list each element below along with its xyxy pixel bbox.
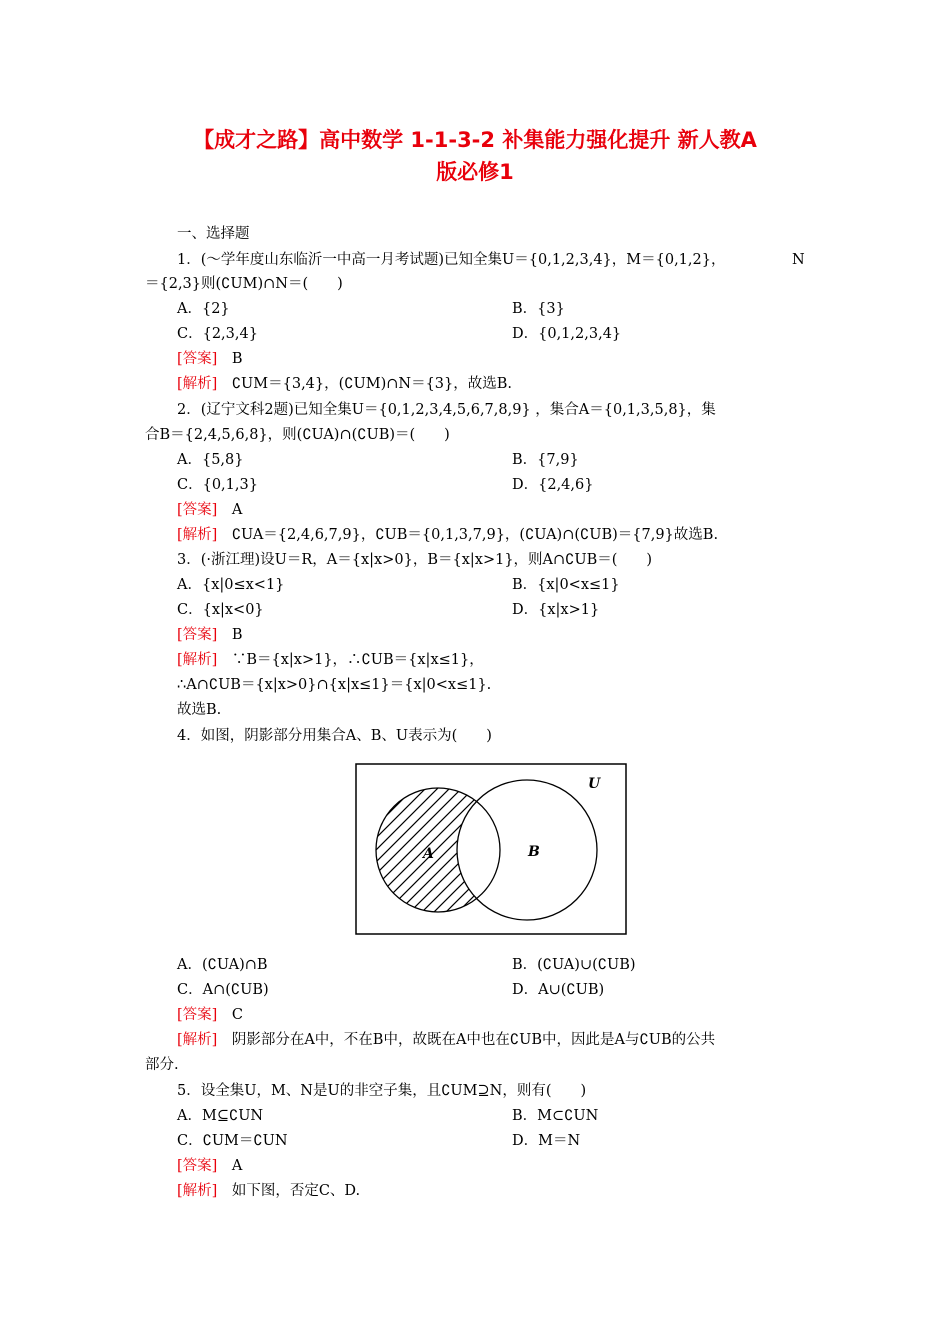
q2-option-d: D．{2,4,6} xyxy=(512,477,594,493)
q4-option-a: A．(∁UA)∩B xyxy=(177,957,268,973)
answer-tag: [答案] xyxy=(177,1158,218,1174)
label-a: A xyxy=(423,846,434,862)
q3-option-c: C．{x|x<0} xyxy=(177,602,264,618)
q1-answer xyxy=(177,349,242,369)
document-title-line1: 【成才之路】高中数学 1-1-3-2 补集能力强化提升 新人教A xyxy=(193,128,757,152)
q1-option-b: B．{3} xyxy=(512,301,565,317)
q1-stem-cont: ＝{2,3}则(∁UM)∩N＝( ) xyxy=(145,276,343,292)
q3-option-b: B．{x|0<x≤1} xyxy=(512,577,620,593)
q2-stem-cont: 合B＝{2,4,5,6,8}，则(∁UA)∩(∁UB)＝( ) xyxy=(145,427,450,443)
analysis-text: ∵B＝{x|x>1}，∴∁UB＝{x|x≤1}， xyxy=(231,652,484,668)
q2-analysis xyxy=(177,525,718,545)
venn-diagram xyxy=(355,763,627,935)
section-heading: 一、选择题 xyxy=(177,226,250,242)
q3-stem: 3．(·浙江理)设U＝R，A＝{x|x>0}，B＝{x|x>1}，则A∩∁UB＝( ) xyxy=(177,552,653,568)
answer-value: B xyxy=(231,627,243,643)
q4-stem: 4．如图，阴影部分用集合A、B、U表示为( ) xyxy=(177,728,492,744)
analysis-tag: [解析] xyxy=(177,652,218,668)
analysis-text: ∁UA＝{2,4,6,7,9}，∁UB＝{0,1,3,7,9}，(∁UA)∩(∁UB)＝{7,9}故选B. xyxy=(231,527,719,543)
q1-option-c: C．{2,3,4} xyxy=(177,326,258,342)
q4-option-b: B．(∁UA)∪(∁UB) xyxy=(512,957,636,973)
q2-option-a: A．{5,8} xyxy=(177,452,244,468)
answer-value: C xyxy=(231,1007,243,1023)
q3-analysis xyxy=(177,650,484,670)
q3-analysis-line3: 故选B. xyxy=(177,702,222,718)
analysis-text: 阴影部分在A中，不在B中，故既在A中也在∁UB中，因此是A与∁UB的公共 xyxy=(231,1032,716,1048)
q4-answer xyxy=(177,1005,243,1025)
q1-option-d: D．{0,1,2,3,4} xyxy=(512,326,622,342)
q2-option-b: B．{7,9} xyxy=(512,452,579,468)
q2-option-c: C．{0,1,3} xyxy=(177,477,258,493)
q3-analysis-line2: ∴A∩∁UB＝{x|x>0}∩{x|x≤1}＝{x|0<x≤1}. xyxy=(177,677,492,693)
q5-option-a: A．M⊆∁UN xyxy=(177,1108,264,1124)
analysis-tag: [解析] xyxy=(177,376,218,392)
q5-option-d: D．M＝N xyxy=(512,1133,581,1149)
q3-option-d: D．{x|x>1} xyxy=(512,602,600,618)
answer-value: A xyxy=(231,1158,243,1174)
document-title-line2: 版必修1 xyxy=(436,160,514,184)
q4-analysis xyxy=(177,1030,715,1050)
answer-value: A xyxy=(231,502,243,518)
analysis-text: ∁UM＝{3,4}，(∁UM)∩N＝{3}，故选B. xyxy=(231,376,513,392)
answer-tag: [答案] xyxy=(177,627,218,643)
q5-stem: 5．设全集U，M、N是U的非空子集，且∁UM⊇N，则有( ) xyxy=(177,1083,587,1099)
q1-option-a: A．{2} xyxy=(177,301,230,317)
analysis-tag: [解析] xyxy=(177,1032,218,1048)
analysis-tag: [解析] xyxy=(177,527,218,543)
q5-option-c: C．∁UM＝∁UN xyxy=(177,1133,288,1149)
q3-option-a: A．{x|0≤x<1} xyxy=(177,577,285,593)
label-u: U xyxy=(588,776,601,792)
answer-tag: [答案] xyxy=(177,502,218,518)
q3-answer xyxy=(177,625,242,645)
q1-stem-end: N xyxy=(792,252,805,268)
q4-analysis-line2: 部分. xyxy=(145,1057,179,1073)
q1-stem: 1．(～学年度山东临沂一中高一月考试题)已知全集U＝{0,1,2,3,4}，M＝{0,1,2}， xyxy=(177,252,726,268)
q5-answer xyxy=(177,1156,242,1176)
answer-tag: [答案] xyxy=(177,1007,218,1023)
analysis-text: 如下图，否定C、D. xyxy=(231,1183,361,1199)
label-b: B xyxy=(528,844,540,860)
q4-option-c: C．A∩(∁UB) xyxy=(177,982,269,998)
q5-option-b: B．M⊂∁UN xyxy=(512,1108,599,1124)
q2-stem: 2．(辽宁文科2题)已知全集U＝{0,1,2,3,4,5,6,7,8,9} ，集合A＝{0,1,3,5,8}，集 xyxy=(177,402,716,418)
q2-answer xyxy=(177,500,242,520)
q1-analysis xyxy=(177,374,512,394)
answer-value: B xyxy=(231,351,243,367)
answer-tag: [答案] xyxy=(177,351,218,367)
analysis-tag: [解析] xyxy=(177,1183,218,1199)
q5-analysis xyxy=(177,1181,360,1201)
q4-option-d: D．A∪(∁UB) xyxy=(512,982,605,998)
